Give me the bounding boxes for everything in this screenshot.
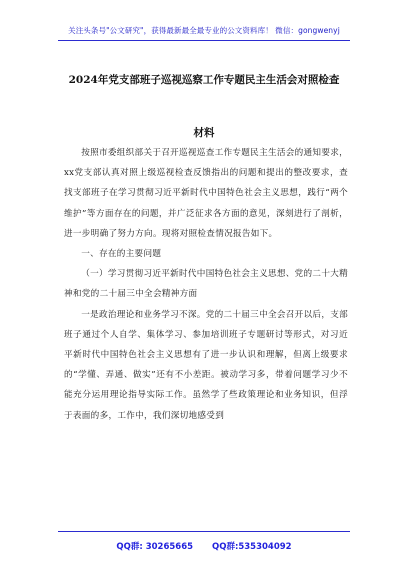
document-title-continued: 材料 bbox=[193, 127, 215, 139]
header-divider bbox=[58, 40, 350, 41]
intro-paragraph: 按照市委组织部关于召开巡视巡查工作专题民主生活会的通知要求，xx党支部认真对照上级巡视检查反馈指出的问题和提出的整改要求，查找支部班子在学习贯彻习近平新时代中国特色社会主义思想，践行“两个维护”等方面存在的问题，并广泛征求各方面的意见，深刻进行了剖析，进一步明确了努力方向。现将对照检查情况报告如下。 bbox=[64, 148, 349, 239]
section-heading: 一、存在的主要问题 bbox=[81, 249, 162, 260]
document-body bbox=[64, 143, 348, 426]
header-banner: 关注头条号"公文研究"，获得最新最全最专业的公文资料库！ 微信：gongwenyj bbox=[68, 26, 340, 35]
footer-divider bbox=[58, 531, 350, 532]
footer bbox=[0, 540, 408, 552]
body-paragraph: 一是政治理论和业务学习不深。党的二十届三中全会召开以后，支部班子通过个人自学、集体学习、参加培训班子专题研讨等形式，对习近平新时代中国特色社会主义思想有了进一步认识和理解，但离上级要求的“学懂、弄通、做实”还有不小差距。被动学习多，带着问题学习少不能充分运用理论指导实际工作。虽然学了些政策理论和业务知识，但浮于表面的多，工作中，我们深切地感受到 bbox=[64, 309, 349, 421]
footer-qq-group-1: QQ群: 30265665 bbox=[116, 542, 194, 552]
footer-qq-group-2: QQ群:535304092 bbox=[212, 542, 292, 552]
document-title: 2024年党支部班子巡视巡察工作专题民主生活会对照检查 bbox=[68, 74, 340, 86]
subsection-heading: （一）学习贯彻习近平新时代中国特色社会主义思想、党的二十大精神和党的二十届三中全会精神方面 bbox=[64, 269, 349, 300]
